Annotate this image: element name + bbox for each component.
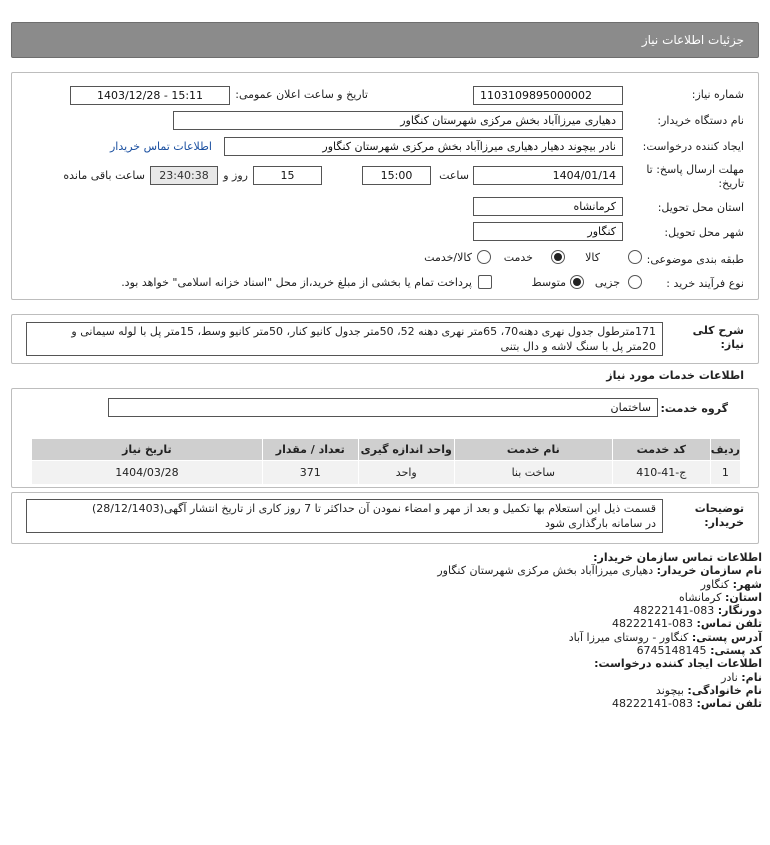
contact-address-value: کنگاور - روستای میرزا آباد <box>568 630 689 644</box>
announce-date-field[interactable]: 1403/12/28 - 15:11 <box>70 86 230 105</box>
province-label: استان محل تحویل: <box>657 201 744 214</box>
contact-fax-value: 083-48222141 <box>633 604 715 618</box>
process-label: نوع فرآیند خرید : <box>666 277 744 290</box>
contact-fax-label: دورنگار: <box>717 604 762 618</box>
description-label-2: نیاز: <box>720 338 744 351</box>
row-number: 1 <box>710 461 740 485</box>
contact-city-value: کنگاور <box>700 577 730 591</box>
deadline-label-2: تاریخ: <box>718 177 744 190</box>
creator-phone-value: 083-48222141 <box>612 697 694 711</box>
description-label-1: شرح کلی <box>692 324 744 337</box>
col-row: ردیف <box>710 439 740 461</box>
buyer-contact-info <box>10 551 762 711</box>
category-service-radio[interactable] <box>551 250 565 264</box>
contact-postal-label: کد پستی: <box>710 644 762 658</box>
category-goods-label: کالا <box>585 251 600 264</box>
service-group-label: گروه خدمت: <box>660 402 728 415</box>
service-code: ج-41-410 <box>612 461 710 485</box>
creator-last-name-label: نام خانوادگی: <box>687 683 762 697</box>
service-unit: واحد <box>358 461 454 485</box>
process-minor-label: جزیی <box>594 276 620 289</box>
service-group-field[interactable]: ساختمان <box>108 398 658 417</box>
deadline-label-1: مهلت ارسال پاسخ: تا <box>646 163 744 176</box>
remaining-label: ساعت باقی مانده <box>63 169 145 182</box>
days-label: روز و <box>223 169 248 182</box>
contact-province-value: کرمانشاه <box>678 590 722 604</box>
category-service-label: خدمت <box>503 251 533 264</box>
province-field[interactable]: کرمانشاه <box>473 197 623 216</box>
contact-phone-label: تلفن تماس: <box>696 617 762 631</box>
category-goods-radio[interactable] <box>628 250 642 264</box>
service-qty: 371 <box>262 461 358 485</box>
creator-label: ایجاد کننده درخواست: <box>642 140 744 153</box>
deadline-time-field[interactable]: 15:00 <box>362 166 431 185</box>
buyer-notes-line-1: قسمت ذیل این استعلام بها تکمیل و بعد از مهر و امضاء نمودن آن حداکثر تا 7 روز کاری از تاریخ انتشار آگهی(28/12/1403) <box>91 502 656 515</box>
creator-phone-label: تلفن تماس: <box>696 697 762 711</box>
city-field[interactable]: کنگاور <box>473 222 623 241</box>
contact-title: اطلاعات تماس سازمان خریدار: <box>593 551 762 564</box>
buyer-contact-link[interactable]: اطلاعات تماس خریدار <box>110 140 212 153</box>
col-code: کد خدمت <box>612 439 710 461</box>
category-both-radio[interactable] <box>477 250 491 264</box>
page-title: جزئیات اطلاعات نیاز <box>641 33 744 47</box>
contact-city-label: شهر: <box>732 577 762 591</box>
contact-org-value: دهیاری میرزاآباد بخش مرکزی شهرستان کنگاور <box>437 564 654 578</box>
col-qty: تعداد / مقدار <box>262 439 358 461</box>
contact-address-label: آدرس پستی: <box>691 630 762 644</box>
creator-first-name-value: نادر <box>721 670 738 684</box>
description-line-2: 20متر پل با سنگ لاشه و دال بتنی <box>500 340 656 353</box>
need-number-label: شماره نیاز: <box>691 88 744 101</box>
buyer-org-label: نام دستگاه خریدار: <box>657 114 744 127</box>
creator-first-name-label: نام: <box>741 670 762 684</box>
contact-phone-value: 083-48222141 <box>612 617 694 631</box>
buyer-notes-label-2: خریدار: <box>704 516 744 529</box>
service-date: 1404/03/28 <box>32 461 263 485</box>
days-remaining-field[interactable]: 15 <box>253 166 322 185</box>
need-number-field[interactable]: 1103109895000002 <box>473 86 623 105</box>
creator-field[interactable]: نادر بیچوند دهیار دهیاری میرزاآباد بخش مرکزی شهرستان کنگاور <box>224 137 623 156</box>
process-minor-radio[interactable] <box>628 275 642 289</box>
buyer-notes-label-1: توضیحات <box>694 502 744 515</box>
treasury-payment-note: پرداخت تمام یا بخشی از مبلغ خرید،از محل "اسناد خزانه اسلامی" خواهد بود. <box>121 276 472 289</box>
process-medium-label: متوسط <box>531 276 566 289</box>
col-name: نام خدمت <box>454 439 612 461</box>
services-table <box>31 438 741 485</box>
category-label: طبقه بندی موضوعی: <box>646 253 744 266</box>
treasury-payment-checkbox[interactable] <box>478 275 492 289</box>
services-section-title: اطلاعات خدمات مورد نیاز <box>606 369 744 382</box>
services-table-header <box>32 439 741 461</box>
contact-org-label: نام سازمان خریدار: <box>656 564 762 578</box>
description-line-1: 171مترطول جدول نهری دهنه70، 65متر نهری دهنه 52، 50متر جدول کانیو کنار، 50متر کانیو وسط، 15متر پل با لوله سیمانی و <box>71 325 656 338</box>
contact-postal-value: 6745148145 <box>636 644 707 658</box>
buyer-org-field[interactable]: دهیاری میرزاآباد بخش مرکزی شهرستان کنگاور <box>173 111 623 130</box>
deadline-time-label: ساعت <box>439 169 469 182</box>
description-box <box>26 322 663 356</box>
col-date: تاریخ نیاز <box>32 439 263 461</box>
col-unit: واحد اندازه گیری <box>358 439 454 461</box>
category-both-label: کالا/خدمت <box>424 251 472 264</box>
table-row <box>32 461 741 485</box>
page-title-bar <box>11 22 759 58</box>
creator-info-title: اطلاعات ایجاد کننده درخواست: <box>594 657 762 671</box>
buyer-notes-line-2: در سامانه بارگذاری شود <box>545 517 656 530</box>
service-name: ساخت بنا <box>454 461 612 485</box>
announce-date-label: تاریخ و ساعت اعلان عمومی: <box>235 88 368 101</box>
buyer-notes-box <box>26 499 663 533</box>
creator-last-name-value: بیچوند <box>655 683 684 697</box>
city-label: شهر محل تحویل: <box>664 226 744 239</box>
remaining-time-field: 23:40:38 <box>150 166 218 185</box>
contact-province-label: استان: <box>725 590 762 604</box>
process-medium-radio[interactable] <box>570 275 584 289</box>
deadline-date-field[interactable]: 1404/01/14 <box>473 166 623 185</box>
